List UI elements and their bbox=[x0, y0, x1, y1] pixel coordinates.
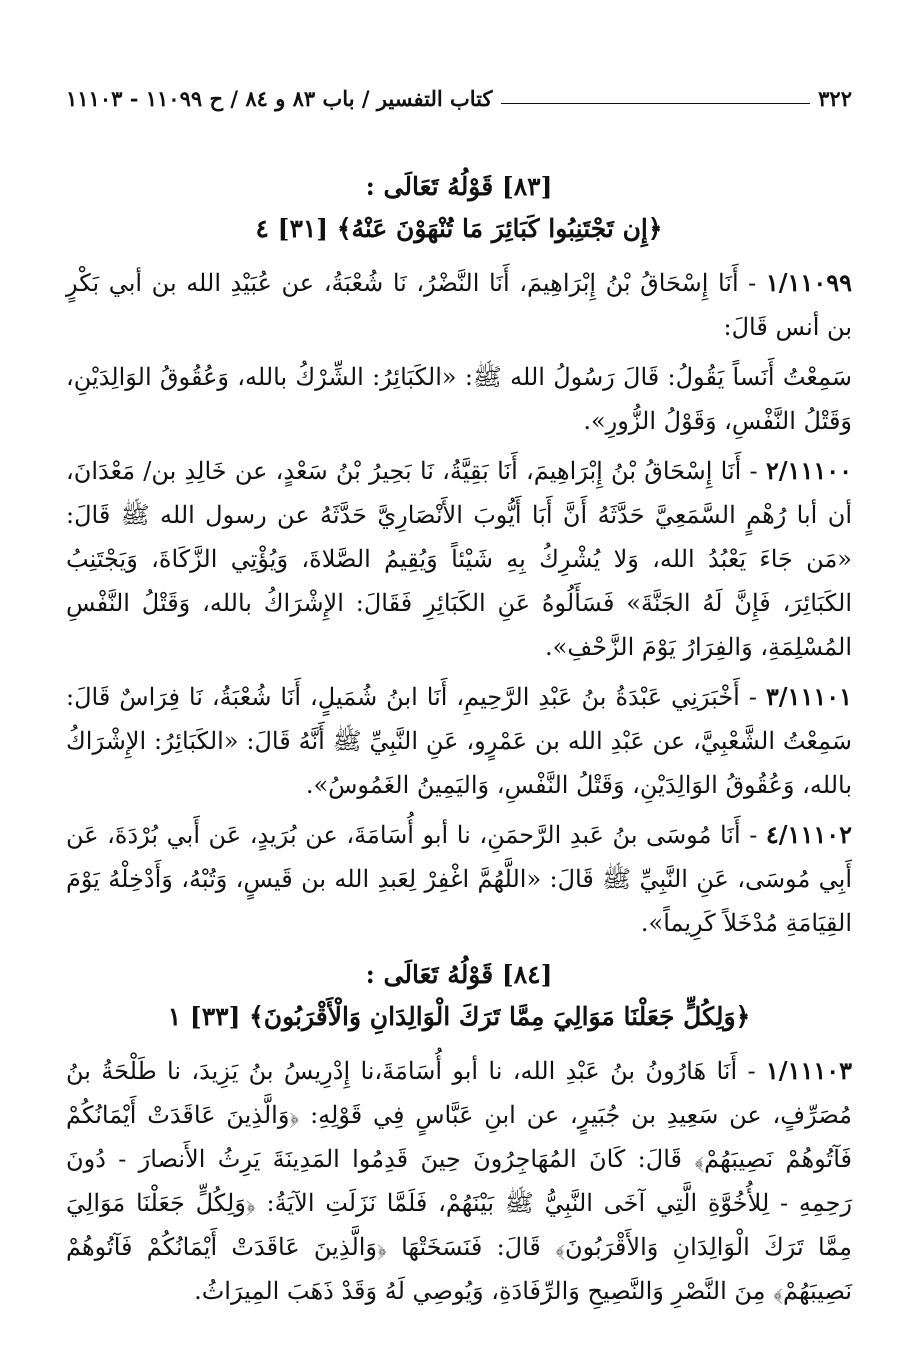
hadith-text: - أَخْبَرَنِي عَبْدَةُ بنُ عَبْدِ الرَّحِيمِ، أَنَا ابنُ شُمَيلٍ، أَنَا شُعْبَةُ، نَا فِرَاسٌ قَالَ: سَمِعْتُ الشَّعْبِيَّ، عن عَبْدِ الله بن عَمْرٍو، عَنِ النَّبِيِّ ﷺ أَنَّهُ قَالَ: «الكَبَائِرُ: الإِشْرَاكُ بالله، وَعُقُوقُ الوَالِدَيْنِ، وَقَتْلُ النَّفْسِ، وَاليَمِينُ الغَمُوسُ». bbox=[66, 683, 852, 799]
hadith-number: ١/١١١٠٣ bbox=[765, 1056, 853, 1085]
section-heading-83: [٨٣] قَوْلُهُ تَعَالَى : bbox=[365, 172, 553, 201]
header-rule bbox=[501, 103, 811, 104]
hadith-11101 bbox=[66, 675, 852, 807]
running-title: كتاب التفسير / باب ٨٣ و ٨٤ / ح ١١٠٩٩ - ١١١٠٣ bbox=[66, 86, 493, 111]
hadith-11103 bbox=[66, 1049, 852, 1313]
hadith-text: - أَنَا هَارُونُ بنُ عَبْدِ الله، نا أبو أُسَامَةَ،نا إِدْرِيسُ بنُ يَزِيدَ، نا طَلْحَةُ بنُ مُصَرِّفٍ، عن سَعِيدِ بن جُبَيرٍ، عن ابنِ عَبَّاسٍ فِي قَوْلِهِ: ﴿وَالَّذِينَ عَاقَدَتْ أَيْمَانُكُمْ فَآتُوهُمْ نَصِيبَهُمْ﴾ قَالَ: كَانَ المُهَاجِرُونَ حِينَ قَدِمُوا المَدِينَةَ يَرِثُ الأَنصارَ - دُونَ رَحِمِهِ - لِلأُخُوَّةِ الَّتِي آخَى النَّبِيُّ ﷺ بَيْنَهُمْ، فَلَمَّا نَزَلَتِ الآيَةُ: ﴿وَلِكُلٍّ جَعَلْنَا مَوَالِيَ مِمَّا تَرَكَ الْوَالِدَانِ وَالأَقْرَبُونَ﴾ قَالَ: فَنَسَخَتْهَا ﴿وَالَّذِينَ عَاقَدَتْ أَيْمَانُكُمْ فَآتُوهُمْ نَصِيبَهُمْ﴾ مِنَ النَّصْرِ وَالنَّصِيحِ وَالرِّفَادَةِ، وَيُوصِي لَهُ وَقَدْ ذَهَبَ المِيرَاثُ. bbox=[66, 1057, 853, 1305]
hadith-number: ٢/١١١٠٠ bbox=[765, 456, 852, 485]
hadith-text: - أَنَا إِسْحَاقُ بْنُ إِبْرَاهِيمَ، أَنَا بَقِيَّةُ، نَا بَحِيرُ بْنُ سَعْدٍ، عن خَالِدِ بن/ مَعْدَانَ، أن أبا رُهْمٍ السَّمَعِيَّ حَدَّثَهُ أَنَّ أَبَا أَيُّوبَ الأَنْصَارِيَّ حَدَّثَهُ عن رسول الله ﷺ قَالَ: «مَن جَاءَ يَعْبُدُ الله، وَلا يُشْرِكُ بِهِ شَيْئاً وَيُقِيمُ الصَّلاةَ، وَيُؤْتِي الزَّكَاةَ، وَيَجْتَنِبُ الكَبَائِرَ، فَإِنَّ لَهُ الجَنَّةَ» فَسَأَلُوهُ عَنِ الكَبَائِرِ فَقَالَ: الإِشْرَاكُ بالله، وَقَتْلُ النَّفْسِ المُسْلِمَةِ، وَالفِرَارُ يَوْمَ الزَّحْفِ». bbox=[66, 457, 852, 661]
hadith-number: ٤/١١١٠٢ bbox=[765, 820, 852, 849]
hadith-11100 bbox=[66, 449, 852, 669]
hadith-11099-matn bbox=[66, 355, 852, 443]
section-heading-84: [٨٤] قَوْلُهُ تَعَالَى : bbox=[365, 960, 553, 989]
running-header bbox=[66, 86, 852, 115]
hadith-11102 bbox=[66, 813, 852, 945]
page-number: ٣٢٢ bbox=[818, 86, 852, 111]
hadith-text: - أَنَا إِسْحَاقُ بْنُ إِبْرَاهِيمَ، أَنَا النَّضْرُ، نَا شُعْبَةُ، عن عُبَيْدِ الله بن أبي بَكْرٍ بن أنس قَالَ: bbox=[66, 269, 852, 341]
hadith-11099 bbox=[66, 261, 852, 349]
hadith-number: ٣/١١١٠١ bbox=[765, 682, 852, 711]
hadith-number: ١/١١٠٩٩ bbox=[765, 268, 852, 297]
hadith-text: سَمِعْتُ أَنَساً يَقُولُ: قَالَ رَسُولُ الله ﷺ: «الكَبَائِرُ: الشِّرْكُ بالله، وَعُقُوقُ الوَالِدَيْنِ، وَقَتْلُ النَّفْسِ، وَقَوْلُ الزُّورِ». bbox=[66, 363, 852, 435]
hadith-text: - أَنَا مُوسَى بنُ عَبدِ الرَّحمَنِ، نا أبو أُسَامَةَ، عن بُرَيدٍ، عَن أَبي بُرْدَةَ، عَن أَبِي مُوسَى، عَنِ النَّبِيِّ ﷺ قَالَ: «اللَّهُمَّ اغْفِرْ لِعَبدِ الله بن قَيسٍ، وَتُبْهُ، وَأَدْخِلْهُ يَوْمَ القِيَامَةِ مُدْخَلاً كَرِيماً». bbox=[66, 821, 853, 937]
quran-verse-83: ﴿إِن تَجْتَنِبُوا كَبَائِرَ مَا تُنْهَوْنَ عَنْهُ﴾ [٣١] ٤ bbox=[255, 214, 663, 243]
quran-verse-84: ﴿وَلِكُلٍّ جَعَلْنَا مَوَالِيَ مِمَّا تَرَكَ الْوَالِدَانِ وَالْأَقْرَبُونَ﴾ [٣٣] ١ bbox=[167, 1002, 751, 1031]
